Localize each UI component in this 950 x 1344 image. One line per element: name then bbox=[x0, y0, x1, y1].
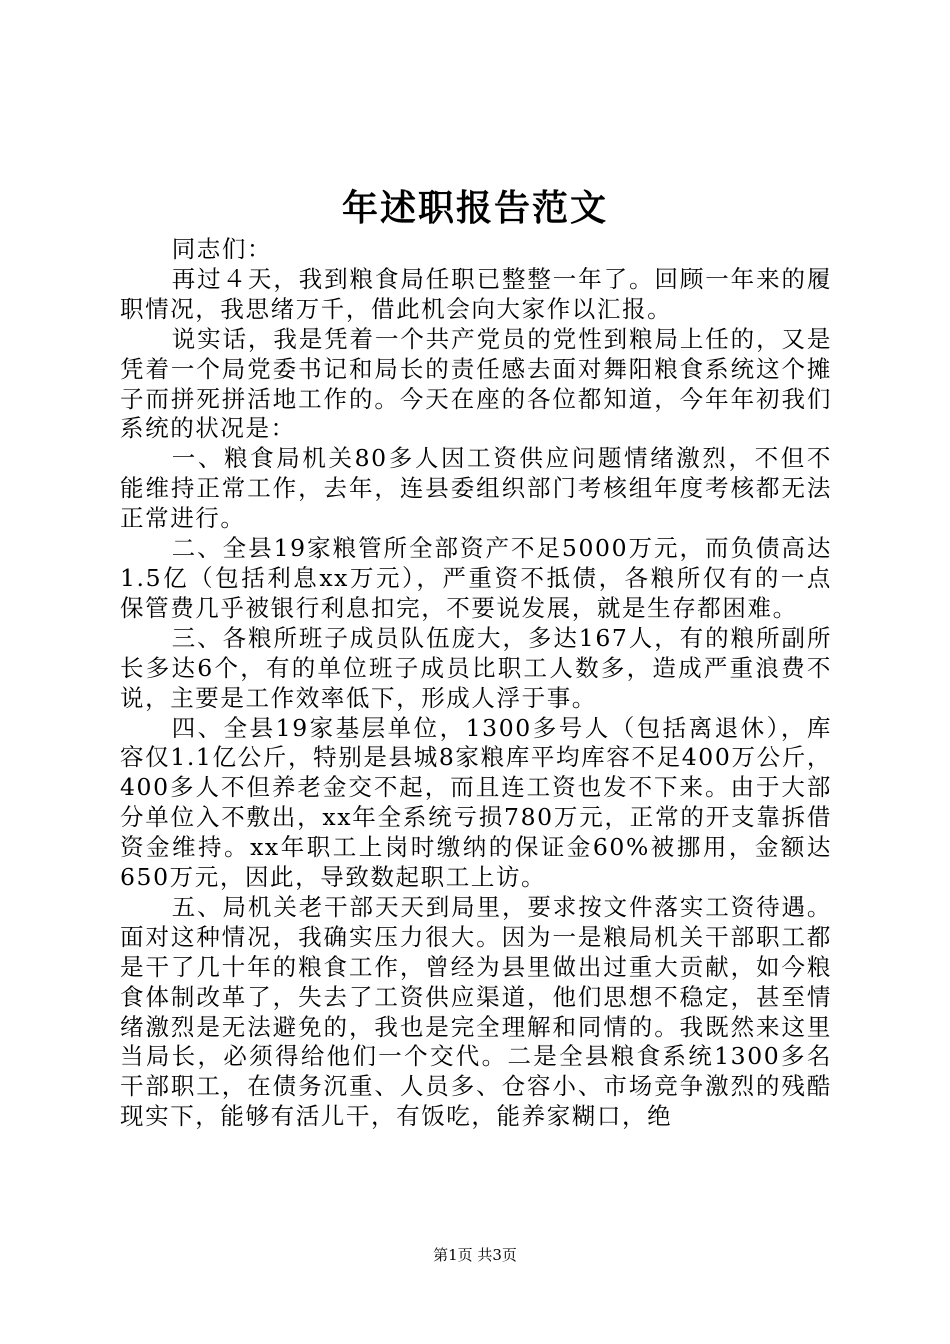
body-paragraph: 说实话，我是凭着一个共产党员的党性到粮局上任的，又是凭着一个局党委书记和局长的责任感去面对舞阳粮食系统这个摊子而拼死拼活地工作的。今天在座的各位都知道，今年年初我们系统的状况是： bbox=[120, 324, 832, 443]
body-paragraph: 二、全县19家粮管所全部资产不足5000万元，而负债高达1.5亿（包括利息xx万元），严重资不抵债，各粮所仅有的一点保管费几乎被银行利息扣完，不要说发展，就是生存都困难。 bbox=[120, 534, 832, 622]
page-number-footer: 第1页 共3页 bbox=[433, 1246, 517, 1264]
document-title: 年述职报告范文 bbox=[341, 187, 608, 229]
document-body bbox=[120, 235, 832, 1132]
body-paragraph: 五、局机关老干部天天到局里，要求按文件落实工资待遇。面对这种情况，我确实压力很大。因为一是粮局机关干部职工都是干了几十年的粮食工作，曾经为县里做出过重大贡献，如今粮食体制改革了，失去了工资供应渠道，他们思想不稳定，甚至情绪激烈是无法避免的，我也是完全理解和同情的。我既然来这里当局长，必须得给他们一个交代。二是全县粮食系统1300多名干部职工，在债务沉重、人员多、仓容小、市场竞争激烈的残酷现实下，能够有活儿干，有饭吃，能养家糊口，绝 bbox=[120, 892, 832, 1131]
body-paragraph: 再过４天，我到粮食局任职已整整一年了。回顾一年来的履职情况，我思绪万千，借此机会向大家作以汇报。 bbox=[120, 264, 832, 323]
salutation-paragraph: 同志们： bbox=[171, 235, 273, 263]
body-paragraph: 一、粮食局机关80多人因工资供应问题情绪激烈，不但不能维持正常工作，去年，连县委组织部门考核组年度考核都无法正常进行。 bbox=[120, 444, 832, 533]
body-paragraph: 三、各粮所班子成员队伍庞大，多达167人，有的粮所副所长多达6个，有的单位班子成员比职工人数多，造成严重浪费不说，主要是工作效率低下，形成人浮于事。 bbox=[120, 623, 832, 712]
body-paragraph: 四、全县19家基层单位，1300多号人（包括离退休），库容仅1.1亿公斤，特别是县城8家粮库平均库容不足400万公斤，400多人不但养老金交不起，而且连工资也发不下来。由于大部分单位入不敷出，xx年全系统亏损780万元，正常的开支靠拆借资金维持。xx年职工上岗时缴纳的保证金60%被挪用，金额达650万元，因此，导致数起职工上访。 bbox=[120, 713, 832, 892]
